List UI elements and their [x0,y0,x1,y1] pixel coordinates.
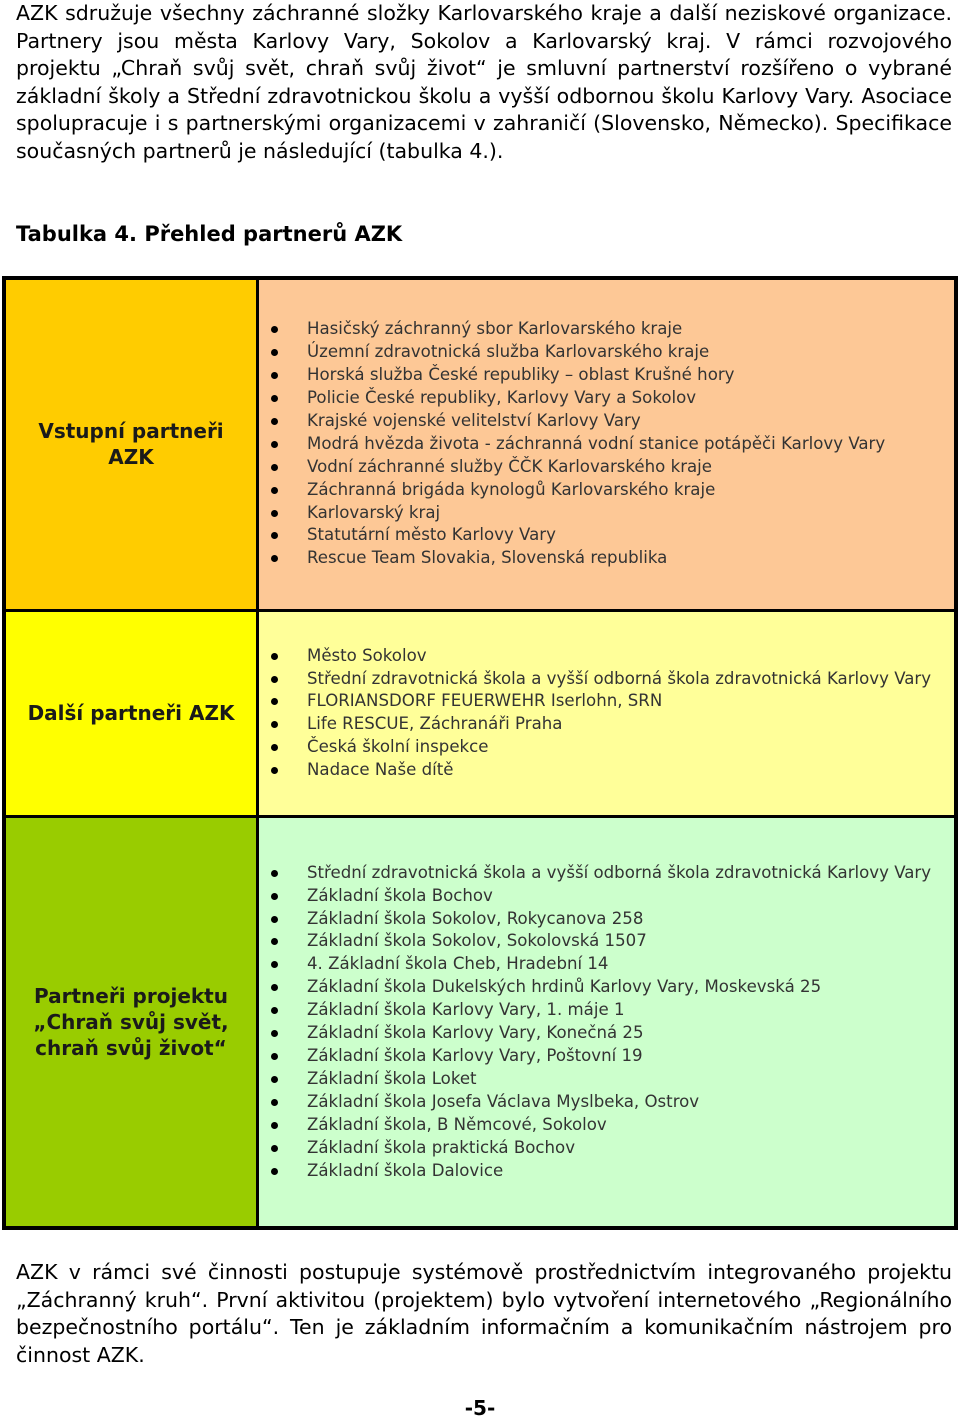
table-row-entry-partners [4,278,956,610]
partners-table [2,276,958,1230]
bullet-icon [271,326,278,333]
category-cell [4,817,258,1228]
bullet-icon [271,653,278,660]
category-cell [4,278,258,610]
partner-name: Nadace Naše dítě [307,760,454,780]
bullet-icon [271,938,278,945]
partner-name: Střední zdravotnická škola a vyšší odborná škola zdravotnická Karlovy Vary [307,668,932,688]
bullet-icon [271,555,278,562]
list-item [271,410,954,433]
list-item [271,1068,954,1091]
partner-name: Střední zdravotnická škola a vyšší odborná škola zdravotnická Karlovy Vary [307,862,932,882]
list-item [271,713,954,736]
partner-name: Základní škola praktická Bochov [307,1137,576,1157]
partner-name: Life RESCUE, Záchranáři Praha [307,714,563,734]
list-item [271,1160,954,1183]
bullet-icon [271,487,278,494]
list-item [271,1022,954,1045]
partner-name: Územní zdravotnická služba Karlovarského kraje [307,342,710,362]
partner-name: Krajské vojenské velitelství Karlovy Vary [307,410,641,430]
list-item [271,318,954,341]
partner-name: Modrá hvězda života - záchranná vodní stanice potápěči Karlovy Vary [307,433,886,453]
partner-name: 4. Základní škola Cheb, Hradební 14 [307,954,609,974]
partner-name: Základní škola Dukelských hrdinů Karlovy Vary, Moskevská 25 [307,977,822,997]
list-item [271,908,954,931]
partner-name: Základní škola, B Němcové, Sokolov [307,1114,607,1134]
bullet-icon [271,698,278,705]
partner-name: Základní škola Karlovy Vary, 1. máje 1 [307,1000,625,1020]
bullet-icon [271,441,278,448]
bullet-icon [271,744,278,751]
category-label: Partneři projektu „Chraň svůj svět, chraň svůj život“ [33,984,229,1061]
partner-name: Základní škola Loket [307,1068,477,1088]
bullet-icon [271,1145,278,1152]
partner-name: Česká školní inspekce [307,737,489,757]
bullet-icon [271,1030,278,1037]
intro-paragraph: AZK sdružuje všechny záchranné složky Karlovarského kraje a další neziskové organizace. Partnery jsou města Karlovy Vary, Sokolov a Karlovarský kraj. V rámci rozvojového projektu „Chraň svůj svět, chraň svůj život“ je smluvní partnerství rozšířeno o vybrané základní školy a Střední zdravotnickou školu a vyšší odbornou školu Karlovy Vary. Asociace spolupracuje i s partnerskými organizacemi v zahraničí (Slovensko, Německo). Specifikace současných partnerů je následující (tabulka 4.). [16,1,952,163]
bullet-icon [271,510,278,517]
partner-name: Rescue Team Slovakia, Slovenská republika [307,548,668,568]
partner-list [259,862,954,1183]
bullet-icon [271,984,278,991]
bullet-icon [271,916,278,923]
bullet-icon [271,532,278,539]
partner-name: Základní škola Karlovy Vary, Poštovní 19 [307,1046,643,1065]
bullet-icon [271,1076,278,1083]
list-item [271,668,954,691]
list-item [271,433,954,456]
list-item [271,862,954,885]
partner-name: Statutární město Karlovy Vary [307,525,556,545]
partner-name: Záchranná brigáda kynologů Karlovarského kraje [307,479,716,499]
list-item [271,759,954,782]
partner-name: Hasičský záchranný sbor Karlovarského kraje [307,319,683,339]
list-item [271,1091,954,1114]
list-item [271,930,954,953]
list-item [271,690,954,713]
partner-name: FLORIANSDORF FEUERWEHR Iserlohn, SRN [307,691,663,711]
partner-name: Město Sokolov [307,645,427,665]
page-number: -5- [464,1396,496,1420]
bullet-icon [271,1122,278,1129]
list-item [271,387,954,410]
bullet-icon [271,1099,278,1106]
partner-list-cell [258,610,957,817]
list-item [271,524,954,547]
outro-paragraph: AZK v rámci své činnosti postupuje systémově prostřednictvím integrovaného projektu „Záchranný kruh“. První aktivitou (projektem) bylo vytvoření internetového „Regionálního bezpečnostního portálu“. Ten je základním informačním a komunikačním nástrojem pro činnost AZK. [16,1260,952,1367]
bullet-icon [271,349,278,356]
category-label: Vstupní partneři AZK [38,419,224,470]
list-item [271,885,954,908]
partner-list-cell [258,817,957,1228]
list-item [271,1114,954,1137]
bullet-icon [271,870,278,877]
partner-list [259,645,954,782]
list-item [271,547,954,570]
partner-list [259,318,954,570]
bullet-icon [271,1168,278,1175]
bullet-icon [271,395,278,402]
list-item [271,736,954,759]
list-item [271,953,954,976]
bullet-icon [271,372,278,379]
partner-name: Základní škola Sokolov, Rokycanova 258 [307,908,644,928]
list-item [271,479,954,502]
list-item [271,502,954,525]
table-row-other-partners [4,610,956,817]
list-item [271,341,954,364]
category-cell [4,610,258,817]
category-label: Další partneři AZK [27,701,235,726]
bullet-icon [271,676,278,683]
list-item [271,645,954,668]
bullet-icon [271,961,278,968]
list-item [271,1137,954,1160]
partner-name: Policie České republiky, Karlovy Vary a Sokolov [307,388,697,407]
partner-name: Základní škola Sokolov, Sokolovská 1507 [307,931,647,951]
partner-name: Základní škola Josefa Václava Myslbeka, Ostrov [307,1091,700,1111]
list-item [271,1045,954,1068]
list-item [271,456,954,479]
partner-name: Základní škola Bochov [307,885,493,905]
partner-list-cell [258,278,957,610]
partner-name: Základní škola Karlovy Vary, Konečná 25 [307,1023,644,1043]
bullet-icon [271,767,278,774]
bullet-icon [271,721,278,728]
list-item [271,364,954,387]
bullet-icon [271,1007,278,1014]
partner-name: Karlovarský kraj [307,502,441,522]
bullet-icon [271,464,278,471]
bullet-icon [271,1053,278,1060]
list-item [271,976,954,999]
list-item [271,999,954,1022]
bullet-icon [271,418,278,425]
bullet-icon [271,893,278,900]
table-caption: Tabulka 4. Přehled partnerů AZK [16,222,403,246]
partner-name: Vodní záchranné služby ČČK Karlovarského kraje [307,456,713,476]
table-row-project-partners [4,817,956,1228]
partner-name: Základní škola Dalovice [307,1160,504,1180]
partner-name: Horská služba České republiky – oblast Krušné hory [307,365,735,385]
